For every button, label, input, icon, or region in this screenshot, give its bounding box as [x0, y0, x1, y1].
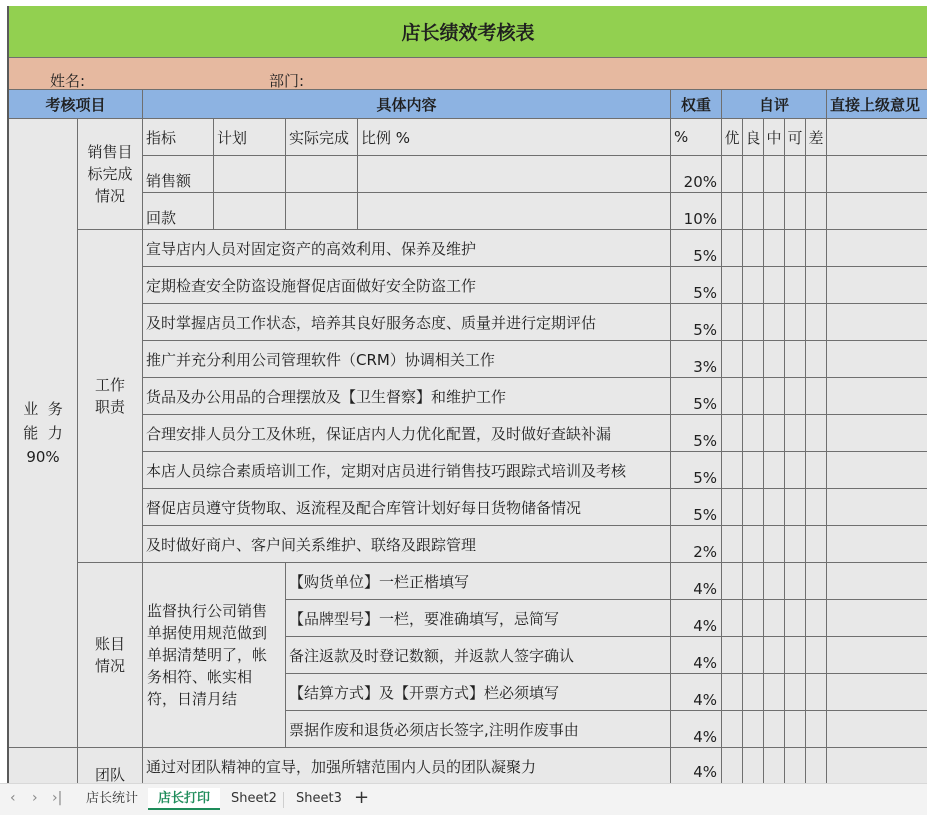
team-row-grade-3[interactable] — [785, 748, 806, 783]
sheet-tab-bar — [0, 783, 927, 815]
duty-row-grade-4[interactable] — [806, 452, 827, 489]
header-self-eval[interactable]: 自评 — [722, 90, 827, 119]
sales-row-plan[interactable] — [214, 193, 286, 230]
duty-row-superior[interactable] — [827, 526, 927, 563]
account-row-grade-0[interactable] — [722, 563, 743, 600]
account-row-weight[interactable]: 4% — [671, 674, 722, 711]
header-weight[interactable]: 权重 — [671, 90, 722, 119]
duty-row-grade-4[interactable] — [806, 230, 827, 267]
account-row-grade-1[interactable] — [743, 563, 764, 600]
accounts-label[interactable]: 账目情况 — [78, 563, 143, 748]
duty-row-superior[interactable] — [827, 452, 927, 489]
account-row-grade-1[interactable] — [743, 637, 764, 674]
sales-row-grade-0[interactable] — [722, 193, 743, 230]
duty-row-grade-3[interactable] — [785, 378, 806, 415]
duty-row-grade-4[interactable] — [806, 267, 827, 304]
team-row-grade-4[interactable] — [806, 748, 827, 783]
sales-header-grade-1[interactable]: 良 — [743, 119, 764, 156]
sales-col-header[interactable]: 指标 — [143, 119, 214, 156]
duty-row-grade-0[interactable] — [722, 452, 743, 489]
duty-row-text[interactable]: 合理安排人员分工及休班，保证店内人力优化配置，及时做好查缺补漏 — [143, 415, 671, 452]
duty-row-weight[interactable]: 2% — [671, 526, 722, 563]
sales-header-grade-3[interactable]: 可 — [785, 119, 806, 156]
account-row-grade-1[interactable] — [743, 600, 764, 637]
sales-col-header[interactable]: 计划 — [214, 119, 286, 156]
duty-row-superior[interactable] — [827, 230, 927, 267]
sales-row-grade-1[interactable] — [743, 156, 764, 193]
account-row-text[interactable]: 票据作废和退货必须店长签字,注明作废事由 — [286, 711, 671, 748]
duty-row-superior[interactable] — [827, 341, 927, 378]
sales-row-actual[interactable] — [286, 193, 358, 230]
duty-row-grade-0[interactable] — [722, 526, 743, 563]
sales-header-grade-0[interactable]: 优 — [722, 119, 743, 156]
duty-row-grade-2[interactable] — [764, 415, 785, 452]
account-row-grade-2[interactable] — [764, 600, 785, 637]
account-row-text[interactable]: 【结算方式】及【开票方式】栏必须填写 — [286, 674, 671, 711]
sheet-title[interactable]: 店长绩效考核表 — [9, 6, 927, 58]
sales-row-ratio[interactable] — [358, 156, 671, 193]
duty-row-grade-1[interactable] — [743, 489, 764, 526]
account-row-grade-4[interactable] — [806, 637, 827, 674]
account-row-superior[interactable] — [827, 637, 927, 674]
account-row-superior[interactable] — [827, 711, 927, 748]
left-border — [0, 6, 9, 783]
duty-row-weight[interactable]: 5% — [671, 230, 722, 267]
sales-row-grade-0[interactable] — [722, 156, 743, 193]
sales-col-header[interactable]: 实际完成 — [286, 119, 358, 156]
duty-row-grade-3[interactable] — [785, 230, 806, 267]
chevron-right-icon[interactable]: › — [32, 790, 38, 806]
duty-row-grade-2[interactable] — [764, 526, 785, 563]
duty-row-grade-4[interactable] — [806, 489, 827, 526]
sales-row-grade-3[interactable] — [785, 193, 806, 230]
team-row-grade-2[interactable] — [764, 748, 785, 783]
team-row-grade-1[interactable] — [743, 748, 764, 783]
sales-row-weight[interactable]: 20% — [671, 156, 722, 193]
duty-row-grade-1[interactable] — [743, 526, 764, 563]
name-label: 姓名: — [50, 71, 86, 90]
sales-row-grade-4[interactable] — [806, 156, 827, 193]
duty-row-grade-4[interactable] — [806, 304, 827, 341]
account-row-grade-4[interactable] — [806, 600, 827, 637]
duty-row-grade-2[interactable] — [764, 341, 785, 378]
dept-label: 部门: — [269, 71, 305, 90]
sales-row-grade-3[interactable] — [785, 156, 806, 193]
duty-row-text[interactable]: 宣导店内人员对固定资产的高效利用、保养及维护 — [143, 230, 671, 267]
add-sheet-icon[interactable]: + — [354, 787, 370, 808]
account-row-grade-1[interactable] — [743, 711, 764, 748]
duty-row-grade-0[interactable] — [722, 267, 743, 304]
duty-row-weight[interactable]: 5% — [671, 452, 722, 489]
duty-row-grade-1[interactable] — [743, 304, 764, 341]
category-business-ability[interactable]: 业 务 能 力 90% — [9, 119, 78, 748]
duty-row-grade-1[interactable] — [743, 267, 764, 304]
duty-row-weight[interactable]: 5% — [671, 415, 722, 452]
duty-row-text[interactable]: 督促店员遵守货物取、返流程及配合库管计划好每日货物储备情况 — [143, 489, 671, 526]
header-content[interactable]: 具体内容 — [143, 90, 671, 119]
category-next[interactable] — [9, 748, 78, 783]
team-row-superior[interactable] — [827, 748, 927, 783]
duty-row-weight[interactable]: 5% — [671, 267, 722, 304]
duty-row-grade-1[interactable] — [743, 341, 764, 378]
sales-row-name[interactable]: 销售额 — [143, 156, 214, 193]
account-row-superior[interactable] — [827, 674, 927, 711]
sales-row-plan[interactable] — [214, 156, 286, 193]
account-row-grade-4[interactable] — [806, 563, 827, 600]
duty-row-superior[interactable] — [827, 489, 927, 526]
duty-row-grade-1[interactable] — [743, 452, 764, 489]
sales-header-grade-2[interactable]: 中 — [764, 119, 785, 156]
account-row-grade-4[interactable] — [806, 711, 827, 748]
duty-row-weight[interactable]: 5% — [671, 378, 722, 415]
tab-sheet-2[interactable]: 店长打印 — [148, 788, 220, 810]
account-row-weight[interactable]: 4% — [671, 711, 722, 748]
sales-row-weight[interactable]: 10% — [671, 193, 722, 230]
team-row-weight[interactable]: 4% — [671, 748, 722, 783]
duty-row-grade-3[interactable] — [785, 489, 806, 526]
account-row-superior[interactable] — [827, 600, 927, 637]
account-row-grade-1[interactable] — [743, 674, 764, 711]
account-row-text[interactable]: 【品牌型号】一栏，要准确填写，忌简写 — [286, 600, 671, 637]
chevron-left-icon[interactable]: ‹ — [10, 790, 16, 806]
duty-row-text[interactable]: 本店人员综合素质培训工作，定期对店员进行销售技巧跟踪式培训及考核 — [143, 452, 671, 489]
duty-row-grade-4[interactable] — [806, 526, 827, 563]
sales-header-grade-4[interactable]: 差 — [806, 119, 827, 156]
duty-row-grade-0[interactable] — [722, 341, 743, 378]
account-row-weight[interactable]: 4% — [671, 563, 722, 600]
duty-row-grade-0[interactable] — [722, 230, 743, 267]
duty-row-text[interactable]: 推广并充分利用公司管理软件（CRM）协调相关工作 — [143, 341, 671, 378]
team-row-text[interactable]: 通过对团队精神的宣导，加强所辖范围内人员的团队凝聚力 — [143, 748, 671, 783]
account-row-grade-2[interactable] — [764, 563, 785, 600]
account-row-grade-2[interactable] — [764, 637, 785, 674]
account-row-grade-0[interactable] — [722, 711, 743, 748]
accounts-description[interactable]: 监督执行公司销售单据使用规范做到单据清楚明了，帐务相符、帐实相符，日清月结 — [143, 563, 286, 748]
sales-row-grade-2[interactable] — [764, 193, 785, 230]
team-row-grade-0[interactable] — [722, 748, 743, 783]
header-item[interactable]: 考核项目 — [9, 90, 143, 119]
duty-row-grade-0[interactable] — [722, 304, 743, 341]
duty-row-weight[interactable]: 5% — [671, 489, 722, 526]
sales-row-superior[interactable] — [827, 156, 927, 193]
duty-row-grade-4[interactable] — [806, 341, 827, 378]
duty-row-grade-3[interactable] — [785, 526, 806, 563]
tab-sheet-3[interactable]: Sheet2 — [231, 791, 277, 806]
sales-row-grade-1[interactable] — [743, 193, 764, 230]
last-sheet-icon[interactable]: ›| — [52, 790, 63, 806]
duty-row-superior[interactable] — [827, 378, 927, 415]
account-row-grade-3[interactable] — [785, 711, 806, 748]
account-row-grade-3[interactable] — [785, 637, 806, 674]
account-row-text[interactable]: 【购货单位】一栏正楷填写 — [286, 563, 671, 600]
sales-row-ratio[interactable] — [358, 193, 671, 230]
account-row-text[interactable]: 备注返款及时登记数额，并返款人签字确认 — [286, 637, 671, 674]
duty-row-grade-0[interactable] — [722, 489, 743, 526]
account-row-grade-3[interactable] — [785, 563, 806, 600]
account-row-grade-2[interactable] — [764, 711, 785, 748]
duty-row-weight[interactable]: 5% — [671, 304, 722, 341]
duty-row-grade-2[interactable] — [764, 378, 785, 415]
account-row-weight[interactable]: 4% — [671, 637, 722, 674]
sales-row-grade-4[interactable] — [806, 193, 827, 230]
sales-col-header[interactable]: 比例 % — [358, 119, 671, 156]
sales-row-actual[interactable] — [286, 156, 358, 193]
tab-sheet-1[interactable]: 店长统计 — [86, 791, 139, 806]
account-row-superior[interactable] — [827, 563, 927, 600]
duty-row-text[interactable]: 货品及办公用品的合理摆放及【卫生督察】和维护工作 — [143, 378, 671, 415]
duty-row-grade-3[interactable] — [785, 341, 806, 378]
duty-row-superior[interactable] — [827, 415, 927, 452]
sales-header-superior[interactable] — [827, 119, 927, 156]
team-label[interactable]: 团队 — [78, 748, 143, 783]
duty-row-grade-2[interactable] — [764, 267, 785, 304]
sales-row-superior[interactable] — [827, 193, 927, 230]
duties-label[interactable]: 工作职责 — [78, 230, 143, 563]
account-row-grade-0[interactable] — [722, 637, 743, 674]
duty-row-grade-1[interactable] — [743, 378, 764, 415]
account-row-grade-4[interactable] — [806, 674, 827, 711]
sales-pct-header[interactable]: % — [671, 119, 722, 156]
account-row-grade-0[interactable] — [722, 600, 743, 637]
account-row-grade-3[interactable] — [785, 674, 806, 711]
duty-row-text[interactable]: 及时掌握店员工作状态，培养其良好服务态度、质量并进行定期评估 — [143, 304, 671, 341]
duty-row-grade-3[interactable] — [785, 452, 806, 489]
duty-row-grade-3[interactable] — [785, 415, 806, 452]
duty-row-grade-4[interactable] — [806, 378, 827, 415]
account-row-grade-2[interactable] — [764, 674, 785, 711]
duty-row-grade-4[interactable] — [806, 415, 827, 452]
sales-target-label[interactable]: 销售目标完成情况 — [78, 119, 143, 230]
duty-row-grade-2[interactable] — [764, 489, 785, 526]
duty-row-grade-0[interactable] — [722, 415, 743, 452]
duty-row-superior[interactable] — [827, 304, 927, 341]
sales-row-name[interactable]: 回款 — [143, 193, 214, 230]
account-row-weight[interactable]: 4% — [671, 600, 722, 637]
duty-row-text[interactable]: 定期检查安全防盗设施督促店面做好安全防盗工作 — [143, 267, 671, 304]
duty-row-grade-2[interactable] — [764, 452, 785, 489]
sales-row-grade-2[interactable] — [764, 156, 785, 193]
duty-row-grade-1[interactable] — [743, 230, 764, 267]
account-row-grade-0[interactable] — [722, 674, 743, 711]
duty-row-grade-3[interactable] — [785, 304, 806, 341]
duty-row-grade-2[interactable] — [764, 304, 785, 341]
duty-row-grade-2[interactable] — [764, 230, 785, 267]
duty-row-superior[interactable] — [827, 267, 927, 304]
duty-row-text[interactable]: 及时做好商户、客户间关系维护、联络及跟踪管理 — [143, 526, 671, 563]
header-superior[interactable]: 直接上级意见 — [827, 90, 927, 119]
account-row-grade-3[interactable] — [785, 600, 806, 637]
duty-row-grade-1[interactable] — [743, 415, 764, 452]
tab-sheet-4[interactable]: Sheet3 — [296, 791, 342, 806]
duty-row-grade-0[interactable] — [722, 378, 743, 415]
name-dept-row[interactable] — [9, 58, 927, 90]
duty-row-grade-3[interactable] — [785, 267, 806, 304]
duty-row-weight[interactable]: 3% — [671, 341, 722, 378]
